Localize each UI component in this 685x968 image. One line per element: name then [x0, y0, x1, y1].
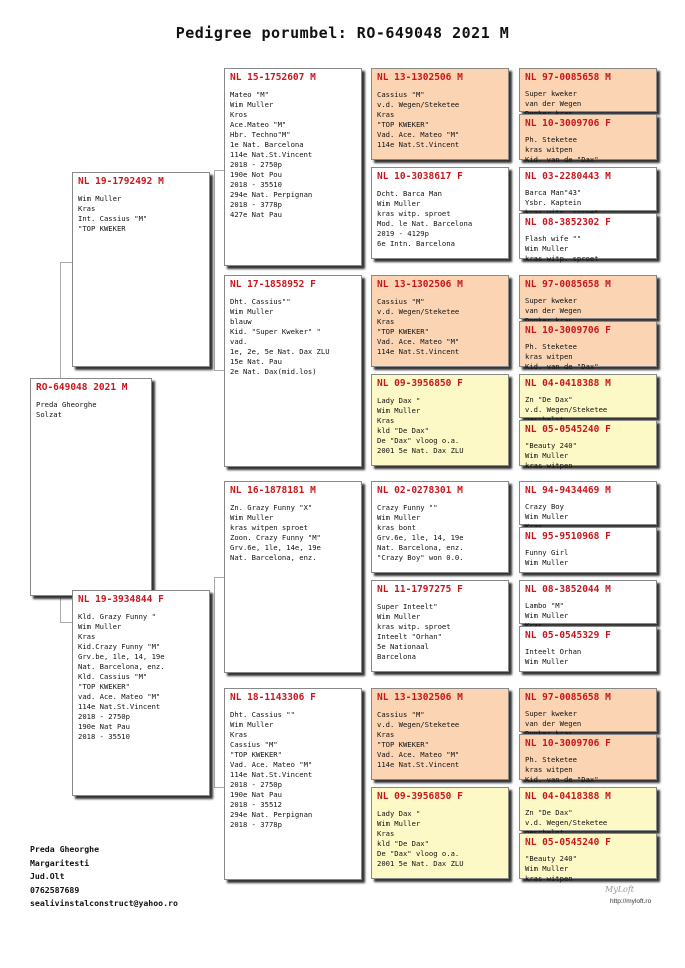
ggg-card[interactable]: [519, 688, 657, 732]
owner-county: Jud.Olt: [30, 871, 65, 881]
ggg-card[interactable]: [519, 787, 657, 831]
parent-card-sire[interactable]: [72, 172, 210, 367]
ring-number: NL 15-1752607 M: [230, 72, 316, 83]
card-details: Kld. Grazy Funny " Wim Muller Kras Kid.Crazy Funny "M" Grv.be, 1le, 14, 19e Nat. Barcelona, enz. Kld. Cassius "M" "TOP KWEKER" vad. Ace. Mateo "M" 114e Nat.St.Vincent 2018 - 2750p 190e Nat Pau 2018 - 35510: [78, 612, 165, 741]
ring-number: NL 11-1797275 F: [377, 584, 463, 595]
card-details: Barca Man"43" Ysbr. Kaptein: [525, 188, 582, 207]
card-details: Preda Gheorghe Solzat: [36, 400, 97, 419]
card-details: Super kweker van der Wegen: [525, 296, 582, 315]
ring-number: NL 18-1143306 F: [230, 692, 316, 703]
great-grandparent-card[interactable]: [371, 580, 509, 672]
ring-number: NL 05-0545240 F: [525, 837, 611, 848]
ggg-card[interactable]: [519, 527, 657, 573]
card-details: Ph. Steketee kras witpen Kid. van de "Dax": [525, 342, 599, 371]
ggg-card[interactable]: [519, 420, 657, 470]
ring-number: NL 05-0545329 F: [525, 630, 611, 641]
ring-number: NL 17-1858952 F: [230, 279, 316, 290]
ring-number: NL 05-0545240 F: [525, 424, 611, 435]
card-details: Super Inteelt" Wim Muller kras witp. sproet Inteelt "Orhan" 5e Nationaal Barcelona: [377, 602, 451, 661]
owner-info: [30, 843, 178, 911]
website-link[interactable]: http://myloft.ro: [610, 898, 652, 905]
ring-number: NL 94-9434469 M: [525, 485, 611, 496]
ring-number: NL 10-3038617 F: [377, 171, 463, 182]
connector: [214, 577, 224, 578]
ring-number: NL 13-1302506 M: [377, 279, 463, 290]
connector: [214, 787, 224, 788]
card-details: Dcht. Barca Man Wim Muller kras witp. sproet Mod. le Nat. Barcelona 2019 - 4129p 6e Intn. Barcelona: [377, 189, 473, 248]
card-details: Flash wife "" Wim Muller kras witp. sproet: [525, 234, 599, 263]
owner-email[interactable]: sealivinstalconstruct@yahoo.ro: [30, 898, 178, 908]
card-details: Wim Muller Kras Int. Cassius "M" "TOP KWEKER: [78, 194, 148, 233]
ring-number: NL 95-9510968 F: [525, 531, 611, 542]
card-details: Lambo "M" Wim Muller: [525, 601, 569, 620]
ring-number: NL 97-0085658 M: [525, 279, 611, 290]
ring-number: NL 02-0278301 M: [377, 485, 463, 496]
ring-number: NL 09-3956850 F: [377, 378, 463, 389]
ring-number: NL 13-1302506 M: [377, 72, 463, 83]
connector: [60, 622, 72, 623]
ring-number: NL 09-3956850 F: [377, 791, 463, 802]
great-grandparent-card[interactable]: [371, 167, 509, 259]
ring-number: NL 04-0418388 M: [525, 791, 611, 802]
owner-city: Margaritesti: [30, 857, 90, 868]
ring-number: NL 97-0085658 M: [525, 72, 611, 83]
connector: [214, 170, 224, 171]
ring-number: NL 08-3852044 M: [525, 584, 611, 595]
card-details: Zn "De Dax" v.d. Wegen/Steketee: [525, 395, 608, 414]
great-grandparent-card[interactable]: [371, 481, 509, 573]
ggg-card[interactable]: [519, 481, 657, 525]
connector: [214, 170, 215, 370]
card-details: Ph. Steketee kras witpen Kid. van de "Dax": [525, 135, 599, 164]
page-title: Pedigree porumbel: RO-649048 2021 M: [175, 24, 510, 42]
connector: [214, 370, 224, 371]
ring-number: NL 97-0085658 M: [525, 692, 611, 703]
ggg-card[interactable]: [519, 114, 657, 164]
card-details: Dht. Cassius "" Wim Muller Kras Cassius "M" "TOP KWEKER" Vad. Ace. Mateo "M" 114e Nat.St.Vincent 2018 - 2750p 190e Nat Pau 2018 - 35512 294e Nat. Perpignan 2018 - 3778p: [230, 710, 313, 829]
great-grandparent-card[interactable]: [371, 787, 509, 879]
card-details: Super kweker van der Wegen: [525, 89, 582, 108]
card-details: Dht. Cassius"" Wim Muller blauw Kid. "Super Kweker" " vad. 1e, 2e, 5e Nat. Dax ZLU 15e Nat. Pau 2e Nat. Dax(mid.los): [230, 297, 330, 376]
connector: [60, 262, 72, 263]
ggg-card[interactable]: [519, 374, 657, 418]
ring-number: NL 16-1878181 M: [230, 485, 316, 496]
ggg-card[interactable]: [519, 833, 657, 883]
card-details: "Beauty 240" Wim Muller kras witpen: [525, 441, 577, 470]
grandparent-card[interactable]: [224, 275, 362, 467]
ring-number: NL 13-1302506 M: [377, 692, 463, 703]
ggg-card[interactable]: [519, 167, 657, 211]
ring-number: NL 19-3934844 F: [78, 594, 164, 605]
card-details: Cassius "M" v.d. Wegen/Steketee Kras "TOP KWEKER" Vad. Ace. Mateo "M" 114e Nat.St.Vincent: [377, 90, 460, 149]
great-grandparent-card[interactable]: [371, 275, 509, 367]
ring-number: NL 10-3009706 F: [525, 738, 611, 749]
ggg-card[interactable]: [519, 580, 657, 624]
ggg-card[interactable]: [519, 275, 657, 319]
card-details: Crazy Boy Wim Muller: [525, 502, 569, 521]
grandparent-card[interactable]: [224, 688, 362, 880]
ring-number: NL 08-3852302 F: [525, 217, 611, 228]
grandparent-card[interactable]: [224, 68, 362, 266]
card-details: Cassius "M" v.d. Wegen/Steketee Kras "TOP KWEKER" Vad. Ace. Mateo "M" 114e Nat.St.Vincent: [377, 710, 460, 769]
ring-number: RO-649048 2021 M: [36, 382, 128, 393]
card-details: Cassius "M" v.d. Wegen/Steketee Kras "TOP KWEKER" Vad. Ace. Mateo "M" 114e Nat.St.Vincent: [377, 297, 460, 356]
ring-number: NL 10-3009706 F: [525, 325, 611, 336]
card-details: Funny Girl Wim Muller: [525, 548, 569, 567]
card-details: Lady Dax " Wim Muller Kras kld "De Dax" De "Dax" vloog o.a. 2001 5e Nat. Dax ZLU: [377, 809, 464, 868]
card-details: "Beauty 240" Wim Muller kras witpen: [525, 854, 577, 883]
card-details: Ph. Steketee kras witpen Kid. van de "Dax": [525, 755, 599, 784]
great-grandparent-card[interactable]: [371, 68, 509, 160]
card-details: Inteelt Orhan Wim Muller: [525, 647, 582, 666]
ring-number: NL 03-2280443 M: [525, 171, 611, 182]
ggg-card[interactable]: [519, 734, 657, 784]
grandparent-card[interactable]: [224, 481, 362, 673]
great-grandparent-card[interactable]: [371, 688, 509, 780]
ggg-card[interactable]: [519, 626, 657, 672]
card-details: Zn. Grazy Funny "X" Wim Muller kras witpen sproet Zoon. Crazy Funny "M" Grv.6e, 1le, 14e, 19e Nat. Barcelona, enz.: [230, 503, 321, 562]
card-details: Crazy Funny "" Wim Muller kras bont Grv.6e, 1le, 14, 19e Nat. Barcelona, enz. "Crazy Boy" won 0.0.: [377, 503, 464, 562]
myloft-logo: MyLoft: [605, 885, 635, 894]
ring-number: NL 19-1792492 M: [78, 176, 164, 187]
great-grandparent-card[interactable]: [371, 374, 509, 466]
connector: [214, 577, 215, 787]
ring-number: NL 04-0418388 M: [525, 378, 611, 389]
owner-phone: 0762587689: [30, 884, 80, 895]
ggg-card[interactable]: [519, 321, 657, 371]
subject-card[interactable]: [30, 378, 152, 596]
parent-card-dam[interactable]: [72, 590, 210, 796]
card-details: Super kweker van der Wegen: [525, 709, 582, 728]
card-details: Lady Dax " Wim Muller Kras kld "De Dax" De "Dax" vloog o.a. 2001 5e Nat. Dax ZLU: [377, 396, 464, 455]
card-details: Zn "De Dax" v.d. Wegen/Steketee: [525, 808, 608, 827]
card-details: Mateo "M" Wim Muller Kros Ace.Mateo "M" Hbr. Techno"M" 1e Nat. Barcelona 114e Nat.St.Vincent 2018 - 2750p 190e Not Pou 2018 - 35510 294e Nat. Perpignan 2018 - 3778p 427e Nat Pau: [230, 90, 313, 219]
ggg-card[interactable]: [519, 68, 657, 112]
ring-number: NL 10-3009706 F: [525, 118, 611, 129]
owner-name: Preda Gheorghe: [30, 844, 100, 854]
ggg-card[interactable]: [519, 213, 657, 263]
